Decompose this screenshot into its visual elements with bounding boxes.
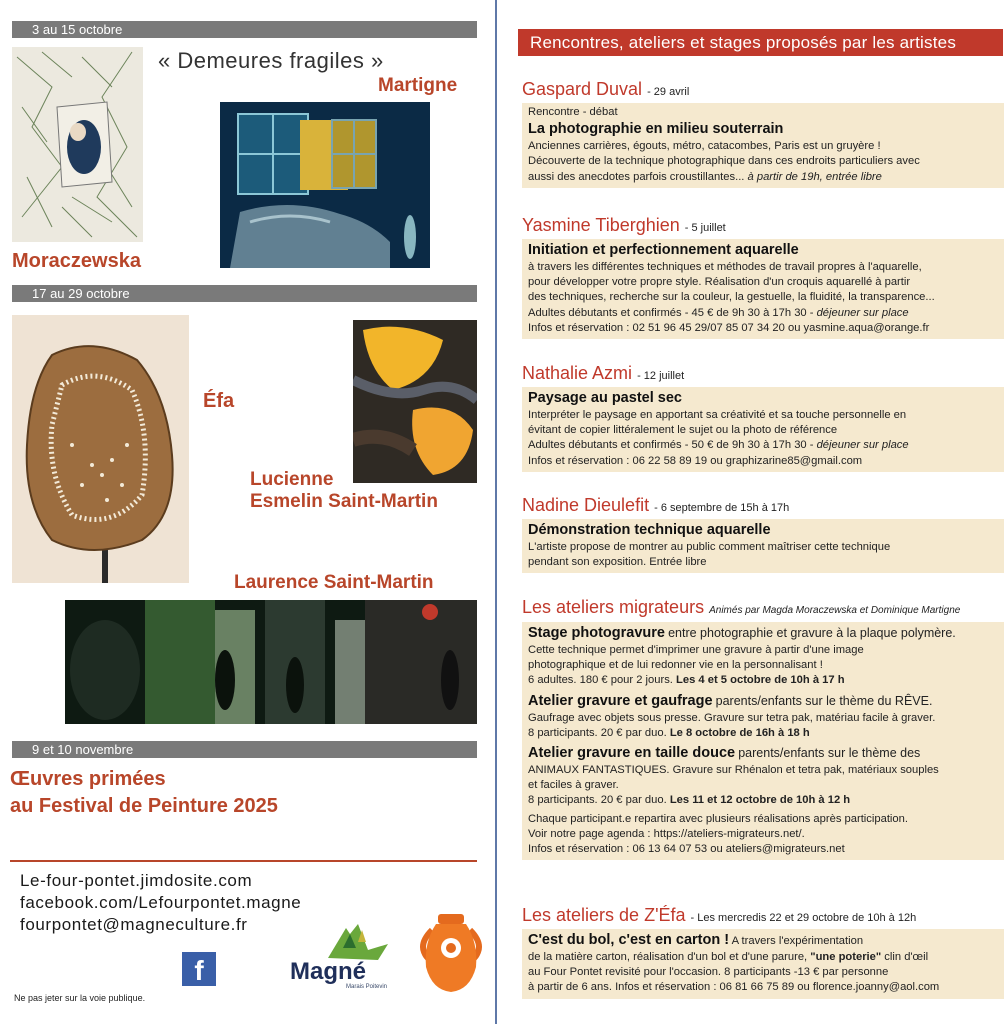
artist-name-lucienne [250,469,438,513]
artist-name-martigne: Martigne [378,75,458,96]
right-panel [500,0,1005,1024]
event-box [522,519,1004,573]
artwork-martigne [220,102,430,268]
event-line: à partir de 6 ans. Infos et réservation : 06 81 66 75 89 ou florence.joanny@aol.com [528,981,940,994]
event-box [522,239,1004,339]
event-line: de la matière carton, réalisation d'un bol et d'une parure, "une poterie" clin d'œil [528,951,929,963]
event-box [522,387,1004,472]
event-header [522,214,1004,239]
artist-name-lucienne-line1: Lucienne [250,469,334,490]
event-line: ANIMAUX FANTASTIQUES. Gravure sur Rhénalon et tetra pak, matériaux souples [528,764,939,777]
event-line: pendant son exposition. Entrée libre [528,556,707,569]
event-line: des techniques, recherche sur la couleur, la gestuelle, la fluidité, la transparence... [528,291,935,304]
artwork-moraczewska [12,47,143,242]
event-line: 6 adultes. 180 € pour 2 jours. Les 4 et 5 octobre de 10h à 17 h [528,674,845,687]
exhibition-title: « Demeures fragiles » [158,48,384,73]
event-line: à travers les différentes techniques et méthodes de travail propres à l'aquarelle, [528,261,922,273]
event-date: Animés par Magda Moraczewska et Dominique Martigne [709,605,961,616]
event-date: - 5 juillet [684,222,726,234]
festival-heading [10,766,278,820]
event-line: Infos et réservation : 02 51 96 45 29/07 85 07 34 20 ou yasmine.aqua@orange.fr [528,321,930,334]
pottery-logo [418,912,484,994]
event-line: Voir notre page agenda : https://ateliers-migrateurs.net/. [528,827,805,840]
event-line: Anciennes carrières, égouts, métro, catacombes, Paris est un gruyère ! [528,140,881,153]
event-nathalie-azmi [522,362,1004,472]
date-bar-period2: 17 au 29 octobre [12,285,477,302]
artwork-laurence [65,600,477,724]
event-kind: Rencontre - débat [528,106,618,118]
event-yasmine-tiberghien [522,214,1004,339]
event-line: Interpréter le paysage en apportant sa créativité et sa touche personnelle en [528,409,907,421]
workshop-title: Atelier gravure et gaufrage parents/enfants sur le thème du RÊVE. [528,692,933,709]
event-title: Paysage au pastel sec [528,390,682,406]
event-date: - 29 avril [647,86,690,98]
event-ateliers-zefa [522,904,1004,999]
event-line: évitant de copier littéralement le sujet ou la photo de référence [528,424,838,437]
workshop-title: C'est du bol, c'est en carton ! A travers l'expérimentation [528,932,864,948]
magne-logo-subtitle: Marais Poitevin [346,984,388,990]
event-header [522,904,1004,929]
event-title: Démonstration technique aquarelle [528,522,771,538]
event-line: au Four Pontet revisité pour l'occasion. 8 participants -13 € par personne [528,966,889,979]
date-bar-period1: 3 au 15 octobre [12,21,477,38]
artwork-lucienne [353,320,477,483]
workshop-title: Stage photogravure entre photographie et gravure à la plaque polymère. [528,625,956,641]
event-gaspard-duval [522,78,1004,188]
event-line: Cette technique permet d'imprimer une gravure à partir d'une image [528,644,864,656]
event-line: Gaufrage avec objets sous presse. Gravure sur tetra pak, matériau facile à graver. [528,711,936,724]
event-line: Infos et réservation : 06 22 58 89 19 ou graphizarine85@gmail.com [528,454,863,467]
event-box [522,622,1004,860]
event-box [522,929,1004,999]
event-line: et faciles à graver. [528,779,619,792]
event-nadine-dieulefit [522,494,1004,573]
event-artist-name: Nathalie Azmi [522,363,633,383]
facebook-link[interactable]: facebook.com/Lefourpontet.magne [20,893,302,912]
event-line: 8 participants. 20 € par duo. Le 8 octobre de 16h à 18 h [528,726,810,739]
event-title: La photographie en milieu souterrain [528,121,784,138]
event-artist-name: Gaspard Duval [522,79,643,99]
artwork-efa [12,315,189,583]
event-box [522,103,1004,188]
artist-name-efa: Éfa [203,390,235,412]
facebook-icon[interactable]: f [182,952,216,986]
event-line: photographique et de lui redonner vie en la personnalisant ! [528,659,823,672]
section-banner: Rencontres, ateliers et stages proposés par les artistes [518,29,1003,56]
website-link[interactable]: Le-four-pontet.jimdosite.com [20,871,253,890]
event-ateliers-migrateurs [522,596,1004,860]
event-artist-name: Nadine Dieulefit [522,495,650,515]
email-link[interactable]: fourpontet@magneculture.fr [20,915,248,934]
event-date: - Les mercredis 22 et 29 octobre de 10h à 12h [690,912,917,924]
magne-logo [288,920,408,990]
event-line: Infos et réservation : 06 13 64 07 53 ou ateliers@migrateurs.net [528,843,845,856]
date-bar-period3: 9 et 10 novembre [12,741,477,758]
event-line: pour développer votre propre style. Réalisation d'un croquis aquarellé à partir [528,276,911,289]
event-line: L'artiste propose de montrer au public comment maîtriser cette technique [528,541,891,553]
event-header [522,78,1004,103]
event-title: Initiation et perfectionnement aquarelle [528,242,799,258]
footnote: Ne pas jeter sur la voie publique. [14,993,146,1003]
left-panel [0,0,495,1024]
magne-logo-word: Magné [290,958,367,985]
event-header [522,494,1004,519]
workshop-title: Atelier gravure en taille douce parents/enfants sur le thème des [528,745,921,762]
event-line: 8 participants. 20 € par duo. Les 11 et 12 octobre de 10h à 12 h [528,794,851,807]
artist-name-moraczewska: Moraczewska [12,250,141,272]
event-line: aussi des anecdotes parfois croustillantes... à partir de 19h, entrée libre [528,170,882,183]
event-line: Adultes débutants et confirmés - 50 € de 9h 30 à 17h 30 - déjeuner sur place [528,439,909,452]
festival-line1: Œuvres primées [10,768,166,790]
event-artist-name: Les ateliers de Z'Éfa [522,905,686,925]
event-line: Chaque participant.e repartira avec plusieurs réalisations après participation. [528,812,908,825]
event-line: Découverte de la technique photographique dans ces endroits particuliers avec [528,155,920,168]
artist-name-laurence: Laurence Saint-Martin [234,572,434,593]
event-date: - 12 juillet [637,370,685,382]
event-line: Adultes débutants et confirmés - 45 € de 9h 30 à 17h 30 - déjeuner sur place [528,306,909,319]
event-artist-name: Les ateliers migrateurs [522,597,705,617]
event-date: - 6 septembre de 15h à 17h [654,502,790,514]
contact-links [20,870,301,936]
fold-line [495,0,497,1024]
event-header [522,362,1004,387]
event-artist-name: Yasmine Tiberghien [522,215,680,235]
divider [10,860,477,862]
event-header [522,596,1004,622]
artist-name-lucienne-line2: Esmelin Saint-Martin [250,491,438,512]
festival-line2: au Festival de Peinture 2025 [10,795,278,817]
